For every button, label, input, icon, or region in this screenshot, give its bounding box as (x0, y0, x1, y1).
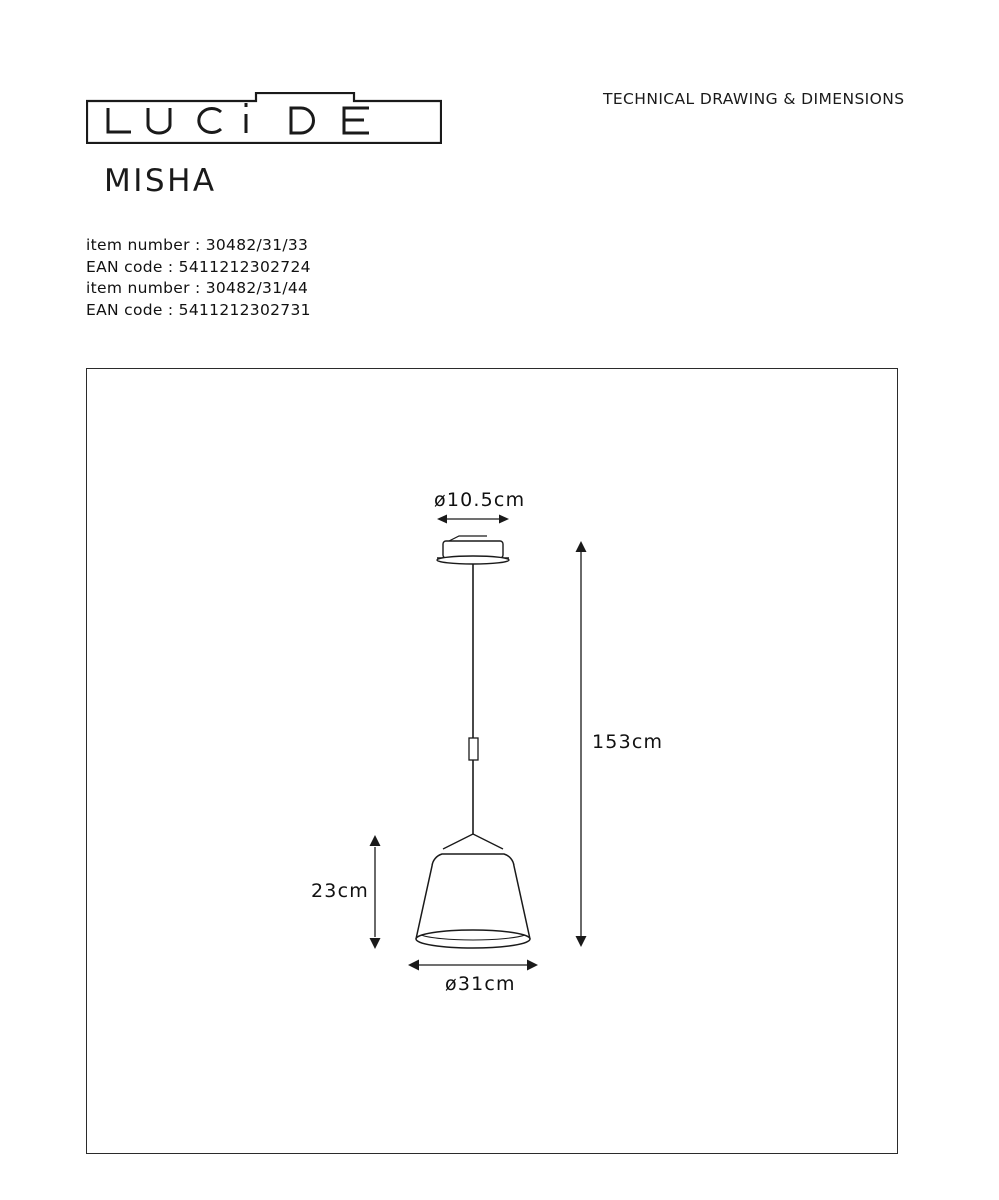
dimension-shade-height: 23cm (311, 880, 369, 902)
item-number-2: item number : 30482/31/44 (86, 279, 309, 297)
dimension-shade-diameter: ø31cm (445, 973, 516, 995)
product-meta (86, 235, 311, 321)
product-name: MISHA (104, 163, 217, 199)
item-number-1: item number : 30482/31/33 (86, 236, 309, 254)
lucide-logo (86, 92, 442, 144)
pendant-lamp-drawing (87, 369, 899, 1155)
dimension-total-height: 153cm (592, 731, 664, 753)
dimension-canopy-diameter: ø10.5cm (434, 489, 526, 511)
ean-code-1: EAN code : 5411212302724 (86, 257, 311, 276)
document-title: TECHNICAL DRAWING & DIMENSIONS (603, 90, 905, 108)
ean-code-2: EAN code : 5411212302731 (86, 300, 311, 319)
technical-drawing-frame (86, 368, 898, 1154)
page-header (0, 0, 999, 319)
